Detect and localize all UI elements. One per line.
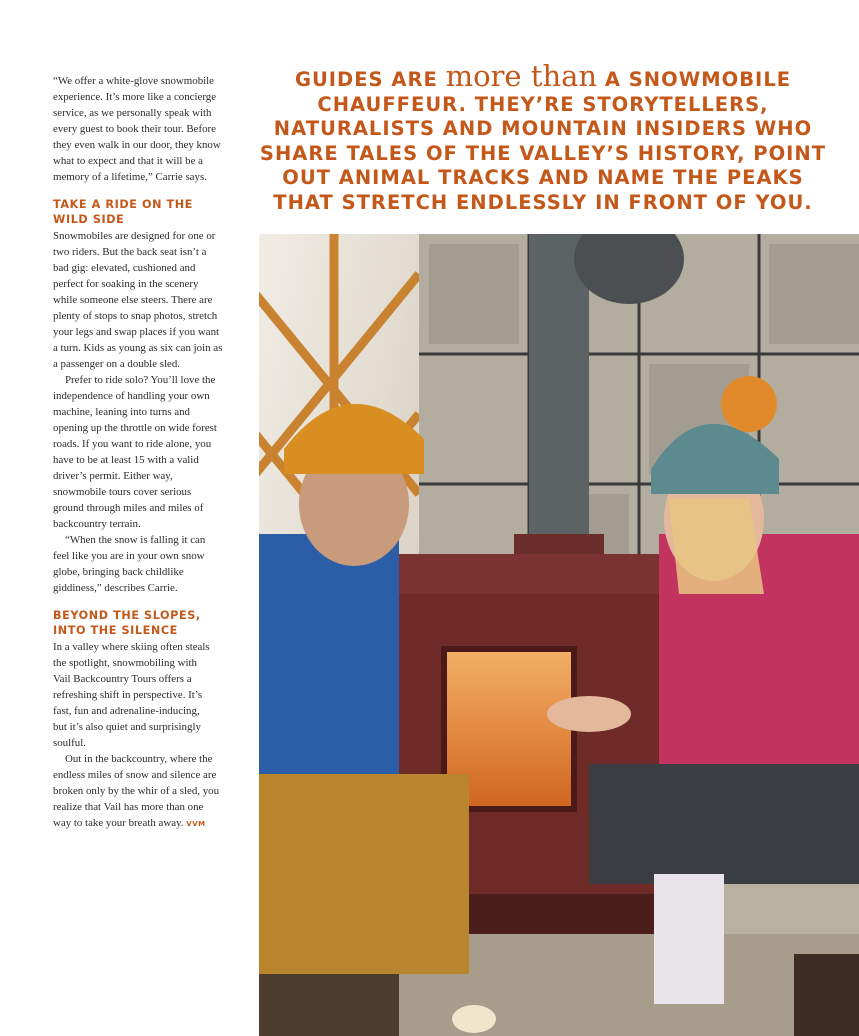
wild-side-paragraph-3: “When the snow is falling it can feel like you are in your own snow globe, bringing back childlike giddiness,” describes Carrie. bbox=[53, 534, 206, 594]
yurt-stove-photo bbox=[259, 234, 859, 1036]
beyond-slopes-paragraph-1: In a valley where skiing often steals the spotlight, snowmobiling with Vail Backcountry Tours offers a refreshing shift in perspective. It’s fast, fun and adrenaline-inducing, but it’s also quiet and surprisingly soulful. bbox=[53, 641, 210, 749]
magazine-signoff: VVM bbox=[186, 820, 206, 828]
beyond-slopes-paragraph-2-text: Out in the backcountry, where the endless miles of snow and silence are broken only by the whir of a sled, you realize that Vail has more than one way to take your breath away. bbox=[53, 753, 220, 829]
intro-paragraph: “We offer a white-glove snowmobile experience. It’s more like a concierge service, as we personally speak with every guest to book their tour. Before they even walk in our door, they know what to expect and that it will be a memory of a lifetime,” Carrie says. bbox=[53, 75, 221, 183]
beyond-slopes-paragraph-2 bbox=[53, 751, 223, 832]
right-bench bbox=[794, 954, 859, 1036]
woman-sock bbox=[654, 874, 724, 1004]
woman-hair bbox=[669, 499, 764, 594]
pom-pom bbox=[721, 376, 777, 432]
man-jacket bbox=[259, 534, 399, 794]
wild-side-paragraph-1: Snowmobiles are designed for one or two riders. But the back seat isn’t a bad gig: elevated, cushioned and perfect for soaking in the scenery while someone else steers. There are plenty of stops to snap photos, stretch your legs and swap places if you want a turn. Kids as young as six can join as a passenger on a double sled. bbox=[53, 230, 223, 370]
woman-hands bbox=[547, 696, 631, 732]
pull-quote-lead: GUIDES ARE bbox=[294, 68, 446, 91]
man-bench bbox=[259, 974, 399, 1036]
stove-pipe bbox=[529, 234, 589, 554]
section-heading-beyond-slopes: BEYOND THE SLOPES, INTO THE SILENCE bbox=[53, 609, 201, 637]
article-column bbox=[53, 73, 223, 832]
cup bbox=[452, 1005, 496, 1033]
pull-quote bbox=[258, 59, 828, 216]
woman-pants bbox=[589, 764, 859, 884]
man-bibs bbox=[259, 774, 469, 974]
pull-quote-emphasis: more than bbox=[445, 59, 598, 93]
pull-quote-rest: A SNOWMOBILE CHAUFFEUR. THEY’RE STORYTELLERS, NATURALISTS AND MOUNTAIN INSIDERS WHO SHARE TALES OF THE VALLEY’S HISTORY, POINT OUT ANIMAL TRACKS AND NAME THE PEAKS THAT STRETCH ENDLESSLY IN FRONT OF YOU. bbox=[259, 68, 827, 214]
photo-illustration bbox=[259, 234, 859, 1036]
stove-top bbox=[354, 554, 684, 594]
wild-side-paragraph-2: Prefer to ride solo? You’ll love the independence of handling your own machine, leaning into turns and opening up the throttle on wide forest roads. If you want to ride alone, you have to be at least 15 with a valid driver’s permit. Either way, snowmobile tours cover serious ground through miles and miles of backcountry terrain. bbox=[53, 374, 217, 530]
section-heading-wild-side: TAKE A RIDE ON THE WILD SIDE bbox=[53, 198, 193, 226]
